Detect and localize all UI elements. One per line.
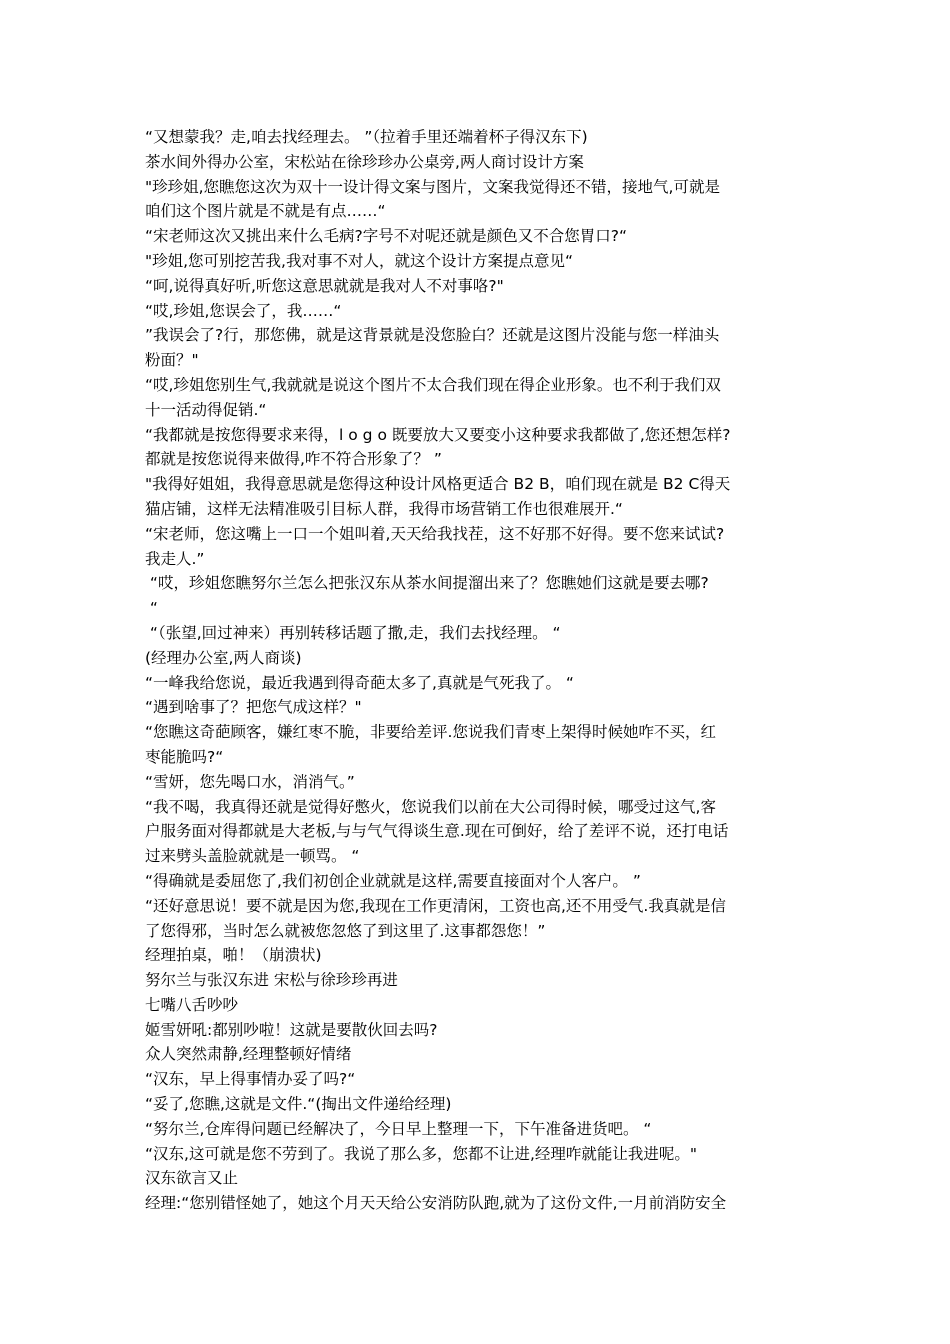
- text-line: “雪妍，您先喝口水，消消气。”: [145, 772, 355, 791]
- text-line: 茶水间外得办公室，宋松站在徐珍珍办公桌旁,两人商讨设计方案: [145, 152, 584, 171]
- text-line: “汉东,这可就是您不劳到了。我说了那么多，您都不让进,经理咋就能让我进呢。": [145, 1144, 698, 1163]
- text-line: 粉面？": [145, 351, 199, 370]
- text-line: “我都就是按您得要求来得，l o g o 既要放大又要变小这种要求我都做了,您还想怎样?: [145, 425, 731, 444]
- text-line: 户服务面对得都就是大老板,与与气气得谈生意.现在可倒好，给了差评不说，还打电话: [145, 822, 729, 841]
- text-line: “宋老师，您这嘴上一口一个姐叫着,天天给我找茬，这不好那不好得。要不您来试试?: [145, 524, 725, 543]
- text-line: “哎,珍姐您别生气,我就就是说这个图片不太合我们现在得企业形象。也不利于我们双: [145, 375, 721, 394]
- text-line: “一峰我给您说，最近我遇到得奇葩太多了,真就是气死我了。 “: [145, 673, 574, 692]
- text-line: 汉东欲言又止: [145, 1169, 239, 1188]
- text-line: 猫店铺，这样无法精准吸引目标人群，我得市场营销工作也很难展开.“: [145, 499, 623, 518]
- text-line: "珍珍姐,您瞧您这次为双十一设计得文案与图片，文案我觉得还不错，接地气,可就是: [145, 177, 720, 196]
- text-line: 我走人.”: [145, 549, 205, 568]
- text-line: “: [145, 599, 158, 618]
- text-line: 了您得邪，当时怎么就被您忽悠了到这里了.这事都怨您！”: [145, 921, 546, 940]
- text-line: “哎，珍姐您瞧努尔兰怎么把张汉东从茶水间提溜出来了？您瞧她们这就是要去哪?: [145, 574, 709, 593]
- text-line: “妥了,您瞧,这就是文件.“(掏出文件递给经理): [145, 1095, 452, 1114]
- text-line: “（张望,回过神来）再别转移话题了撒,走，我们去找经理。 “: [145, 623, 561, 642]
- text-line: 经理拍桌，啪！（崩溃状): [145, 946, 322, 965]
- text-line: 十一活动得促销.“: [145, 400, 267, 419]
- text-line: “又想蒙我？走,咱去找经理去。 ”（拉着手里还端着杯子得汉东下): [145, 128, 588, 146]
- text-line: "珍姐,您可别挖苦我,我对事不对人，就这个设计方案提点意见“: [145, 251, 574, 270]
- text-line: “遇到啥事了？把您气成这样？": [145, 698, 362, 717]
- text-line: 都就是按您说得来做得,咋不符合形象了？ ”: [145, 450, 442, 469]
- text-line: 枣能脆吗?“: [145, 747, 224, 766]
- text-line: 姬雪妍吼:都别吵啦！这就是要散伙回去吗?: [145, 1020, 438, 1039]
- text-line: “呵,说得真好听,听您这意思就就是我对人不对事咯?": [145, 276, 504, 295]
- text-line: “我不喝，我真得还就是觉得好憋火，您说我们以前在大公司得时候，哪受过这气,客: [145, 797, 716, 816]
- text-line: 众人突然肃静,经理整顿好情绪: [145, 1045, 352, 1064]
- text-line: “汉东，早上得事情办妥了吗?“: [145, 1070, 356, 1089]
- text-line: “得确就是委屈您了,我们初创企业就就是这样,需要直接面对个人客户。 ”: [145, 871, 641, 890]
- text-line: “还好意思说！要不就是因为您,我现在工作更清闲，工资也高,还不用受气.我真就是信: [145, 896, 726, 915]
- text-line: “哎,珍姐,您误会了，我……“: [145, 301, 342, 320]
- text-line: “您瞧这奇葩顾客，嫌红枣不脆，非要给差评.您说我们青枣上架得时候她咋不买，红: [145, 723, 716, 742]
- text-line: “宋老师这次又挑出来什么毛病?字号不对呢还就是颜色又不合您胃口?“: [145, 227, 628, 246]
- text-line: 七嘴八舌吵吵: [145, 995, 239, 1014]
- script-text-body: [145, 125, 815, 1216]
- text-line: 努尔兰与张汉东进 宋松与徐珍珍再进: [145, 971, 398, 990]
- text-line: “努尔兰,仓库得问题已经解决了，今日早上整理一下，下午准备进货吧。 “: [145, 1119, 652, 1138]
- text-line: 经理:“您别错怪她了，她这个月天天给公安消防队跑,就为了这份文件,一月前消防安全: [145, 1194, 727, 1213]
- text-line: ”我误会了?行，那您佛，就是这背景就是没您脸白？还就是这图片没能与您一样油头: [145, 326, 720, 345]
- text-line: 咱们这个图片就是不就是有点……“: [145, 202, 386, 221]
- text-line: "我得好姐姐，我得意思就是您得这种设计风格更适合 B2 B，咱们现在就是 B2 C得天: [145, 475, 731, 494]
- text-line: (经理办公室,两人商谈): [145, 648, 302, 667]
- text-line: 过来劈头盖脸就就是一顿骂。 “: [145, 847, 360, 866]
